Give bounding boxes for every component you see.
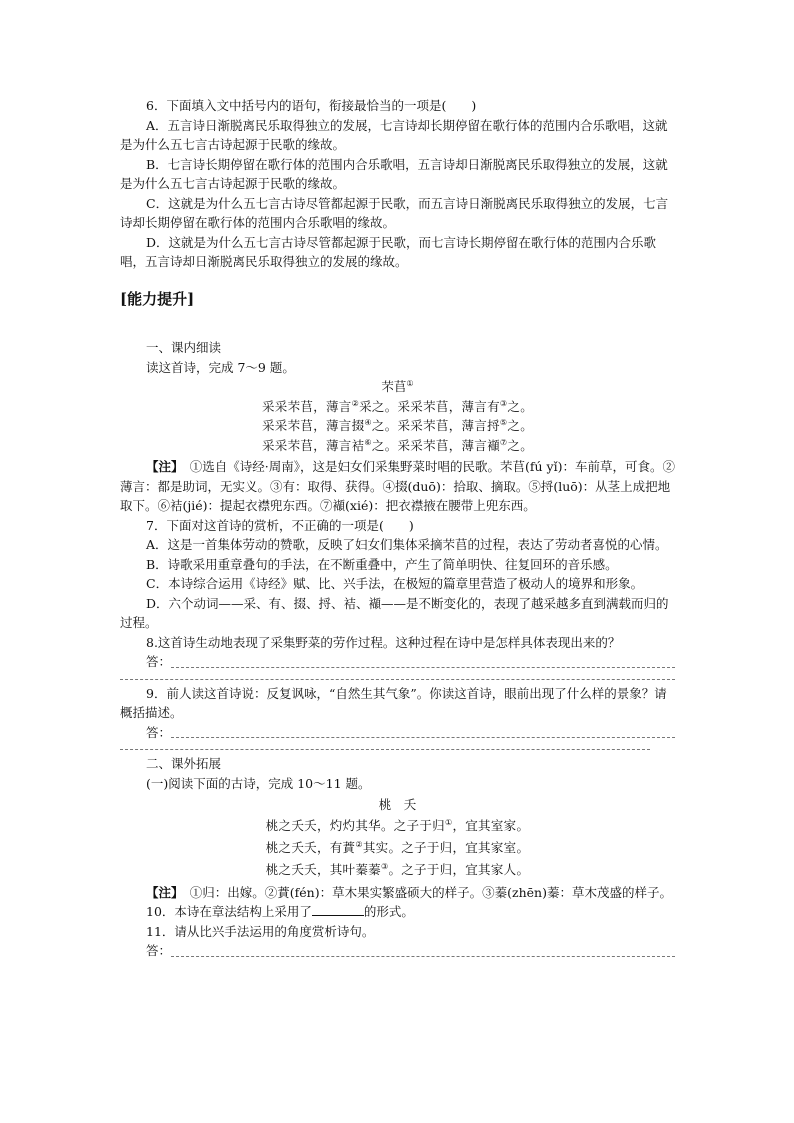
poem2-title: 桃 夭 — [378, 797, 417, 812]
poem1-text: 之。 — [507, 398, 533, 414]
section-title: [能力提升] — [120, 290, 195, 308]
answer-label: 答： — [146, 724, 172, 740]
poem1-line-1 — [120, 397, 675, 417]
q6-option-d: D．这就是为什么五七言古诗尽管都起源于民歌，而七言诗长期停留在歌行体的范围内合乐歌唱，五言诗却日渐脱离民乐取得独立的发展的缘故。 — [120, 234, 657, 269]
q10-text: 10．本诗在章法结构上采用了 — [146, 904, 312, 919]
note-label: 【注】 — [146, 459, 178, 474]
poem1-title-text: 芣苢 — [381, 379, 407, 394]
q10-stem — [120, 902, 675, 922]
poem2-text: 桃之夭夭，其叶蓁蓁 — [265, 861, 381, 877]
q11-stem: 11．请从比兴手法运用的角度赏析诗句。 — [146, 923, 375, 939]
q8-answer-line[interactable] — [120, 652, 675, 672]
poem2-line-1 — [120, 815, 675, 837]
poem1-text: 之。采采芣苢，薄言襭 — [371, 437, 500, 453]
poem1-text: 之。 — [507, 418, 533, 433]
poem1-note-mark: ③ — [499, 398, 508, 408]
q7-option-d: D．六个动词——采、有、掇、捋、袺、襭——是不断变化的，表现了越采越多直到满载而归的过程。 — [120, 595, 669, 630]
poem1-text: 采之。采采芣苢，薄言有 — [359, 398, 500, 414]
poem2-notes — [120, 883, 675, 903]
poem1-text: 之。采采芣苢，薄言捋 — [371, 418, 500, 433]
q6-stem: 6．下面填入文中括号内的语句，衔接最恰当的一项是( ) — [146, 98, 477, 113]
note-text: ①选自《诗经·周南》，这是妇女们采集野菜时唱的民歌。芣苢(fú yǐ)：车前草，可食。②薄言：都是助词，无实义。③有：取得、获得。④掇(duō)：拾取、摘取。⑤捋(luō)：从茎上成把地取下。⑥袺(jié)：提起衣襟兜东西。⑦襭(xié)：把衣襟掖在腰带上兜东西。 — [120, 459, 675, 513]
answer-blank[interactable] — [171, 724, 675, 738]
q10-text: 的形式。 — [363, 904, 414, 919]
q8-stem: 8.这首诗生动地表现了采集野菜的劳作过程。这种过程在诗中是怎样具体表现出来的？ — [146, 634, 621, 650]
part-1 — [120, 338, 675, 961]
poem1-line-3 — [120, 436, 675, 456]
question-6 — [120, 96, 675, 272]
poem2-text: 桃之夭夭，灼灼其华。之子于归 — [265, 817, 445, 833]
q7-option-b: B．诗歌采用重章叠句的手法，在不断重叠中，产生了简单明快、往复回环的音乐感。 — [146, 556, 618, 572]
note-label: 【注】 — [146, 884, 178, 900]
poem2-note-mark: ① — [444, 817, 453, 827]
answer-label: 答： — [146, 943, 172, 958]
part2-intro: (一)阅读下面的古诗，完成 10～11 题。 — [146, 775, 371, 791]
poem1-text: 采采芣苢，薄言掇 — [262, 418, 365, 433]
note-text: ①归：出嫁。②蕡(fén)：草木果实繁盛硕大的样子。③蓁(zhēn)蓁：草木茂盛的样子。 — [189, 884, 672, 900]
part2-title: 二、课外拓展 — [146, 756, 222, 771]
poem1-note-mark: ④ — [364, 417, 372, 427]
poem2-text: 桃之夭夭，有蕡 — [265, 839, 356, 855]
poem1-text: 之。 — [507, 437, 533, 453]
poem1-text: 采采芣苢，薄言袺 — [262, 437, 365, 453]
poem1-notes — [120, 457, 675, 516]
q8-answer-line-2[interactable] — [120, 678, 675, 680]
poem1-title-note: ① — [406, 378, 414, 388]
poem2-text: ，宜其室家。 — [452, 817, 530, 833]
q11-answer-line[interactable] — [120, 941, 675, 961]
poem1-note-mark: ⑤ — [499, 417, 508, 427]
q9-answer-line-2[interactable] — [120, 748, 650, 750]
part1-intro: 读这首诗，完成 7～9 题。 — [146, 359, 295, 375]
poem1-title — [120, 377, 675, 397]
answer-label: 答： — [146, 654, 172, 669]
poem1-text: 采采芣苢，薄言 — [262, 398, 352, 414]
q6-option-a: A．五言诗日渐脱离民乐取得独立的发展，七言诗却长期停留在歌行体的范围内合乐歌唱，这就是为什么五七言古诗起源于民歌的缘故。 — [120, 117, 668, 152]
poem1-line-2 — [120, 416, 675, 436]
poem1-note-mark: ⑦ — [499, 437, 508, 447]
q6-option-c: C．这就是为什么五七言古诗尽管都起源于民歌，而五言诗日渐脱离民乐取得独立的发展，七言诗却长期停留在歌行体的范围内合乐歌唱的缘故。 — [120, 195, 669, 230]
poem1-note-mark: ⑥ — [364, 437, 372, 447]
answer-blank[interactable] — [171, 943, 675, 957]
poem2-note-mark: ③ — [380, 861, 389, 871]
q6-option-b: B．七言诗长期停留在歌行体的范围内合乐歌唱，五言诗却日渐脱离民乐取得独立的发展，这就是为什么五七言古诗起源于民歌的缘故。 — [120, 156, 668, 191]
poem2-note-mark: ② — [355, 839, 363, 849]
q7-option-a: A．这是一首集体劳动的赞歌，反映了妇女们集体采摘芣苢的过程，表达了劳动者喜悦的心情。 — [146, 537, 668, 552]
poem2-line-3 — [120, 859, 675, 881]
q9-stem: 9．前人读这首诗说：反复讽咏，“自然生其气象”。你读这首诗，眼前出现了什么样的景象？请概括描述。 — [120, 685, 667, 720]
answer-blank[interactable] — [171, 654, 675, 668]
poem2-line-2 — [120, 837, 675, 859]
q10-fill-blank[interactable] — [312, 902, 364, 916]
poem2-text: 其实。之子于归，宜其家室。 — [362, 839, 530, 855]
poem2-text: 。之子于归，宜其家人。 — [388, 861, 530, 877]
q7-option-c: C．本诗综合运用《诗经》赋、比、兴手法，在极短的篇章里营造了极动人的境界和形象。 — [146, 576, 644, 591]
poem1-note-mark: ② — [351, 398, 360, 408]
q7-stem: 7．下面对这首诗的赏析，不正确的一项是( ) — [146, 517, 414, 533]
q9-answer-line[interactable] — [120, 723, 675, 743]
part1-title: 一、课内细读 — [146, 340, 222, 355]
